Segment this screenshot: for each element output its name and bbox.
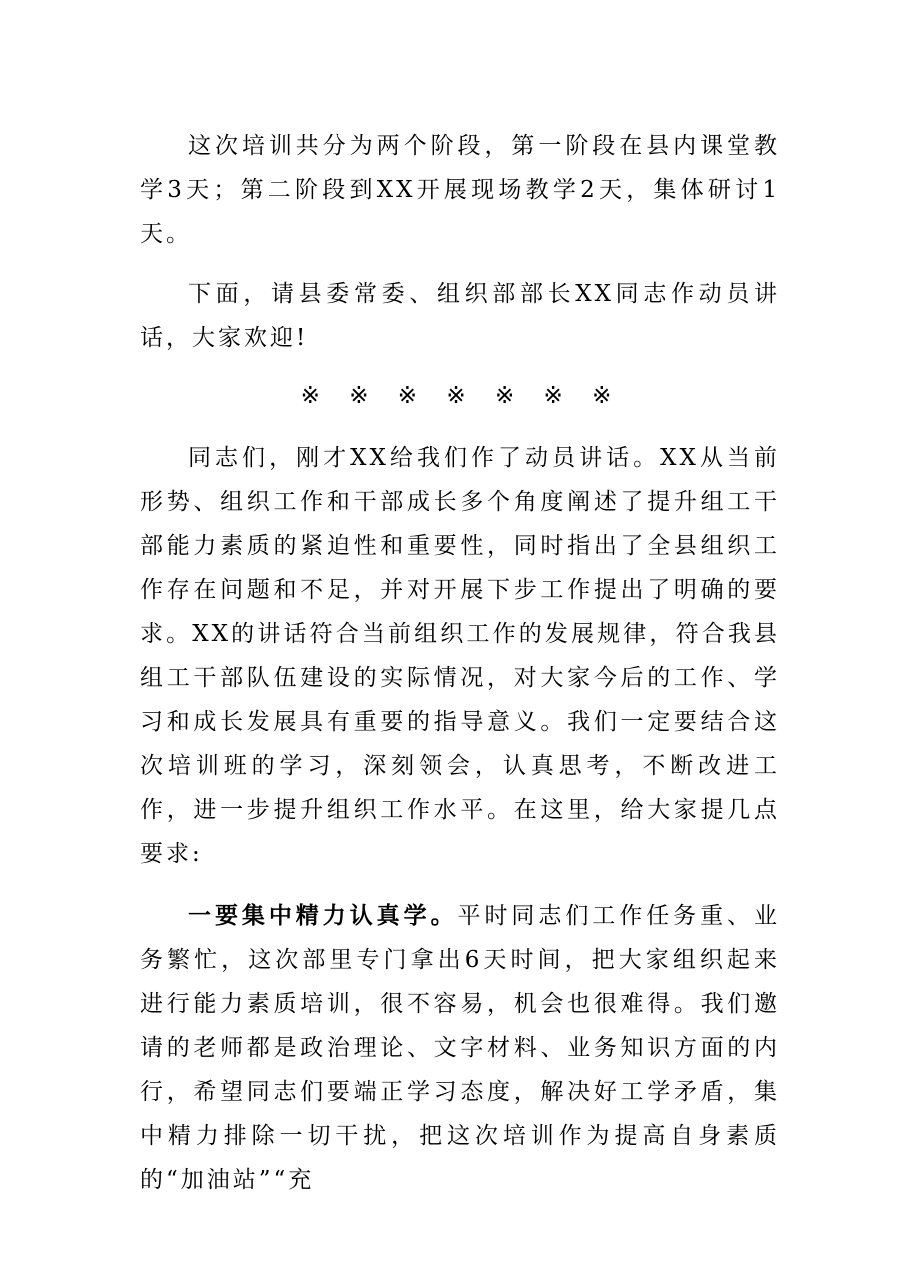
requirement-one-body: 平时同志们工作任务重、业务繁忙，这次部里专门拿出6天时间，把大家组织起来进行能力素质培训，很不容易，机会也很难得。我们邀请的老师都是政治理论、文字材料、业务知识方面的内行，希望同志们要端正学习态度，解决好工学矛盾，集中精力排除一切干扰，把这次培训作为提高自身素质的“加油站”“充 bbox=[140, 903, 781, 1193]
paragraph-speech-summary: 同志们，刚才XX给我们作了动员讲话。XX从当前形势、组织工作和干部成长多个角度阐述了提升组工干部能力素质的紧迫性和重要性，同时指出了全县组织工作存在问题和不足，并对开展下步工作提出了明确的要求。XX的讲话符合当前组织工作的发展规律，符合我县组工干部队伍建设的实际情况，对大家今后的工作、学习和成长发展具有重要的指导意义。我们一定要结合这次培训班的学习，深刻领会，认真思考，不断改进工作，进一步提升组织工作水平。在这里，给大家提几点要求: bbox=[140, 445, 780, 867]
document-page bbox=[140, 124, 780, 1218]
requirement-one-heading: 一要集中精力认真学。 bbox=[188, 903, 458, 929]
paragraph-mobilization-invitation: 下面，请县委常委、组织部部长XX同志作动员讲话，大家欢迎! bbox=[140, 281, 780, 351]
paragraph-training-stages: 这次培训共分为两个阶段，第一阶段在县内课堂教学3天；第二阶段到XX开展现场教学2天，集体研讨1天。 bbox=[140, 133, 780, 247]
section-separator: ※ ※ ※ ※ ※ ※ ※ bbox=[300, 383, 620, 409]
paragraph-requirement-one bbox=[140, 894, 780, 1202]
